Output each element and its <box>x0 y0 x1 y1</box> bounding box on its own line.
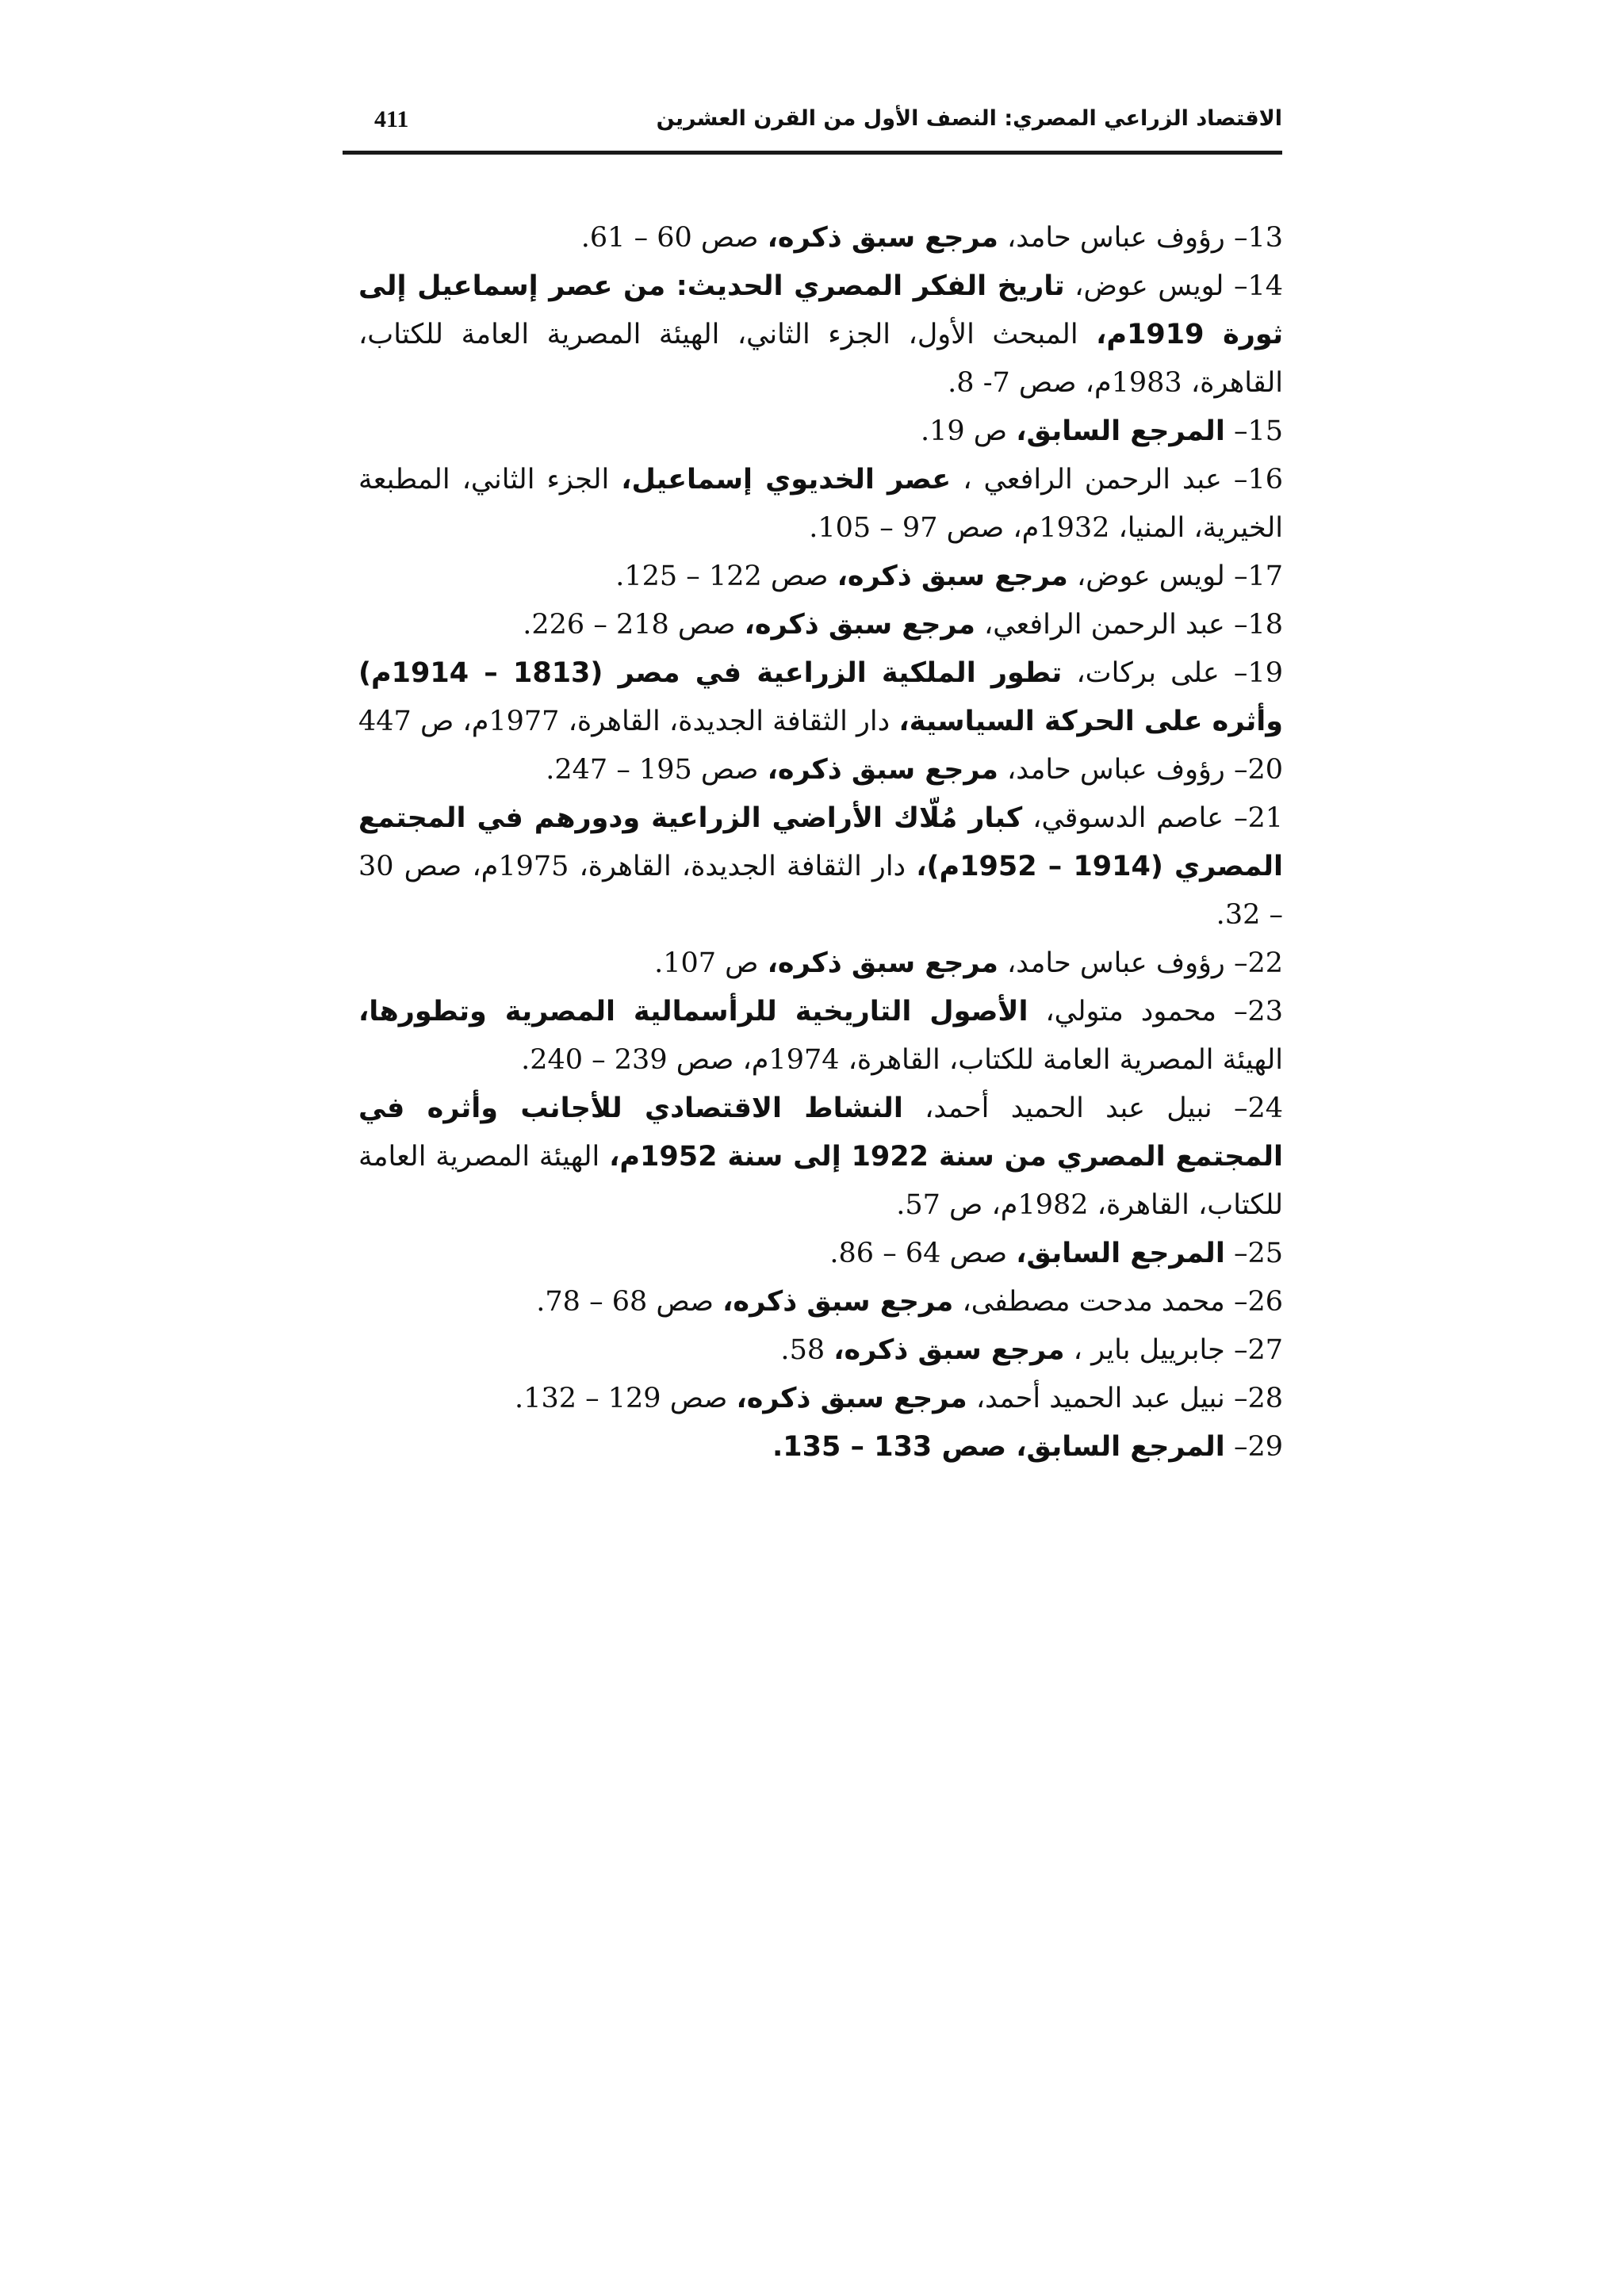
endnote-20: 20– رؤوف عباس حامد، مرجع سبق ذكره، صص 195 – 247. <box>546 754 1283 786</box>
note-citation: صص 122 – 125. <box>615 561 837 592</box>
note-title: كبار مُلّاك الأراضي الزراعية ودورهم في المجتمع المصري (1914 – 1952م)، <box>358 802 1283 882</box>
note-author: محمود متولي، <box>1045 996 1217 1027</box>
note-citation: صص 64 – 86. <box>829 1238 1017 1269</box>
note-author: على بركات، <box>1076 657 1220 689</box>
note-number: 23 <box>1247 996 1283 1027</box>
note-title: النشاط الاقتصادي للأجانب وأثره في المجتمع المصري من سنة 1922 إلى سنة 1952م، <box>358 1093 1283 1173</box>
endnotes-list <box>358 214 1283 1471</box>
note-number: 13 <box>1247 222 1283 254</box>
note-number: 28 <box>1247 1383 1283 1414</box>
note-number: 27 <box>1247 1334 1283 1366</box>
note-number: 17 <box>1247 561 1283 592</box>
note-citation: صص 68 – 78. <box>536 1286 723 1318</box>
note-number: 24 <box>1247 1093 1283 1124</box>
note-author: رؤوف عباس حامد، <box>1007 754 1225 786</box>
note-author: لويس عوض، <box>1074 270 1224 302</box>
note-citation: صص 60 – 61. <box>580 222 768 254</box>
note-citation: الهيئة المصرية العامة للكتاب، القاهرة، 1974م، صص 239 – 240. <box>521 1044 1283 1076</box>
endnote-16: 16– عبد الرحمن الرافعي ، عصر الخديوي إسماعيل، الجزء الثاني، المطبعة الخيرية، المنيا، 1932م، صص 97 – 105. <box>358 464 1283 544</box>
note-title: المرجع السابق، <box>1016 1238 1225 1269</box>
note-title: مرجع سبق ذكره، <box>744 609 975 641</box>
endnote-13: 13– رؤوف عباس حامد، مرجع سبق ذكره، صص 60 – 61. <box>580 222 1283 254</box>
note-number: 16 <box>1247 464 1283 496</box>
note-citation: ص 19. <box>920 415 1017 447</box>
note-number: 29 <box>1247 1431 1283 1463</box>
note-author: نبيل عبد الحميد أحمد، <box>925 1093 1212 1124</box>
note-title: مرجع سبق ذكره، <box>722 1286 954 1318</box>
note-number: 18 <box>1247 609 1283 641</box>
note-author: جابرييل باير ، <box>1073 1334 1225 1366</box>
running-title: الاقتصاد الزراعي المصري: النصف الأول من القرن العشرين <box>656 106 1282 131</box>
endnote-18: 18– عبد الرحمن الرافعي، مرجع سبق ذكره، صص 218 – 226. <box>523 609 1283 641</box>
note-citation: المبحث الأول، الجزء الثاني، الهيئة المصرية العامة للكتاب، القاهرة، 1983م، صص 7- 8. <box>358 319 1283 399</box>
note-number: 14 <box>1247 270 1283 302</box>
endnote-21: 21– عاصم الدسوقي، كبار مُلّاك الأراضي الزراعية ودورهم في المجتمع المصري (1914 – 1952م)، دار الثقافة الجديدة، القاهرة، 1975م، صص 30 – 32. <box>358 802 1283 931</box>
note-title: تاريخ الفكر المصري الحديث: من عصر إسماعيل إلى ثورة 1919م، <box>358 270 1283 350</box>
note-citation: الهيئة المصرية العامة للكتاب، القاهرة، 1982م، ص 57. <box>358 1141 1283 1221</box>
endnote-19: 19– على بركات، تطور الملكية الزراعية في مصر (1813 – 1914م) وأثره على الحركة السياسية، دار الثقافة الجديدة، القاهرة، 1977م، ص 447 <box>358 657 1283 737</box>
note-citation: دار الثقافة الجديدة، القاهرة، 1975م، صص 30 – 32. <box>358 851 1283 931</box>
note-citation: صص 218 – 226. <box>523 609 745 641</box>
note-title: مرجع سبق ذكره، <box>833 1334 1065 1366</box>
endnote-29: 29– المرجع السابق، صص 133 – 135. <box>772 1431 1283 1463</box>
note-citation: دار الثقافة الجديدة، القاهرة، 1977م، ص 447 <box>358 706 899 737</box>
note-author: لويس عوض، <box>1077 561 1225 592</box>
note-number: 19 <box>1247 657 1283 689</box>
endnote-25: 25– المرجع السابق، صص 64 – 86. <box>829 1238 1283 1269</box>
note-author: عبد الرحمن الرافعي، <box>984 609 1225 641</box>
note-number: 20 <box>1247 754 1283 786</box>
note-citation: 58. <box>780 1334 834 1366</box>
note-citation: الجزء الثاني، المطبعة الخيرية، المنيا، 1932م، صص 97 – 105. <box>358 464 1283 544</box>
note-author: عبد الرحمن الرافعي ، <box>963 464 1222 496</box>
endnote-27: 27– جابرييل باير ، مرجع سبق ذكره، 58. <box>780 1334 1283 1366</box>
endnote-15: 15– المرجع السابق، ص 19. <box>920 415 1283 447</box>
note-author: عاصم الدسوقي، <box>1032 802 1224 834</box>
note-number: 21 <box>1247 802 1283 834</box>
note-author: رؤوف عباس حامد، <box>1007 222 1225 254</box>
note-title: مرجع سبق ذكره، <box>767 947 998 979</box>
endnote-14: 14– لويس عوض، تاريخ الفكر المصري الحديث: من عصر إسماعيل إلى ثورة 1919م، المبحث الأول، الجزء الثاني، الهيئة المصرية العامة للكتاب، القاهرة، 1983م، صص 7- 8. <box>358 270 1283 399</box>
endnote-22: 22– رؤوف عباس حامد، مرجع سبق ذكره، ص 107. <box>654 947 1283 979</box>
endnote-17: 17– لويس عوض، مرجع سبق ذكره، صص 122 – 125. <box>615 561 1283 592</box>
note-number: 25 <box>1247 1238 1283 1269</box>
note-citation: صص 195 – 247. <box>546 754 768 786</box>
note-number: 22 <box>1247 947 1283 979</box>
note-citation: ص 107. <box>654 947 768 979</box>
endnote-24: 24– نبيل عبد الحميد أحمد، النشاط الاقتصادي للأجانب وأثره في المجتمع المصري من سنة 1922 إلى سنة 1952م، الهيئة المصرية العامة للكتاب، القاهرة، 1982م، ص 57. <box>358 1093 1283 1221</box>
note-title: مرجع سبق ذكره، <box>767 754 998 786</box>
note-author: رؤوف عباس حامد، <box>1007 947 1225 979</box>
note-title: تطور الملكية الزراعية في مصر (1813 – 1914م) وأثره على الحركة السياسية، <box>358 657 1283 737</box>
note-number: 15 <box>1247 415 1283 447</box>
endnote-23: 23– محمود متولي، الأصول التاريخية للرأسمالية المصرية وتطورها، الهيئة المصرية العامة للكتاب، القاهرة، 1974م، صص 239 – 240. <box>358 996 1283 1076</box>
note-title: مرجع سبق ذكره، <box>837 561 1068 592</box>
page-header <box>343 100 1282 155</box>
note-title: المرجع السابق، <box>1016 415 1225 447</box>
note-title: مرجع سبق ذكره، <box>767 222 998 254</box>
note-title: مرجع سبق ذكره، <box>736 1383 967 1414</box>
note-author: محمد مدحت مصطفى، <box>962 1286 1225 1318</box>
note-title: الأصول التاريخية للرأسمالية المصرية وتطورها، <box>358 996 1028 1027</box>
note-citation: صص 129 – 132. <box>515 1383 737 1414</box>
note-author: نبيل عبد الحميد أحمد، <box>975 1383 1225 1414</box>
page-number: 411 <box>374 106 409 132</box>
note-title: عصر الخديوي إسماعيل، <box>621 464 952 496</box>
note-title: المرجع السابق، صص 133 – 135. <box>772 1431 1225 1463</box>
endnote-26: 26– محمد مدحت مصطفى، مرجع سبق ذكره، صص 68 – 78. <box>536 1286 1283 1318</box>
note-number: 26 <box>1247 1286 1283 1318</box>
endnote-28: 28– نبيل عبد الحميد أحمد، مرجع سبق ذكره، صص 129 – 132. <box>515 1383 1283 1414</box>
